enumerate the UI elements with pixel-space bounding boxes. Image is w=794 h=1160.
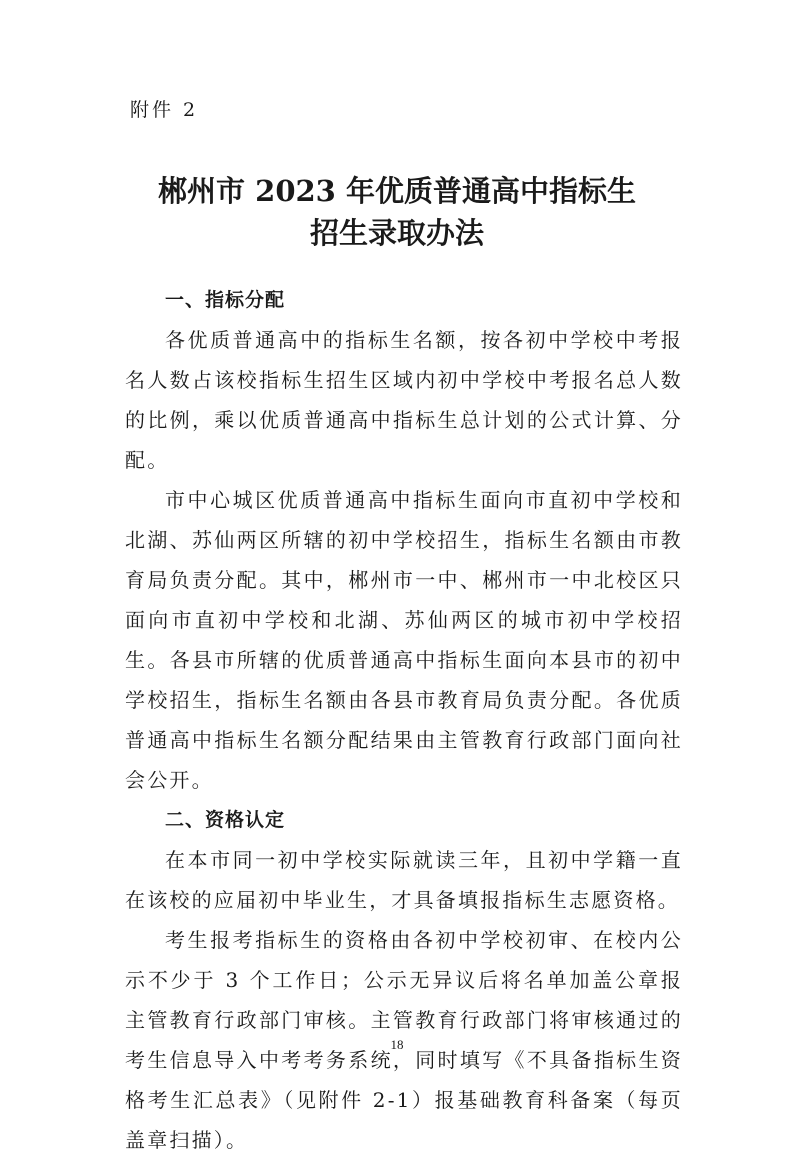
page-number: 18 [390,1037,404,1052]
paragraph: 在本市同一初中学校实际就读三年，且初中学籍一直在该校的应届初中毕业生，才具备填报指标生志愿资格。 [125,848,683,912]
paragraph: 各优质普通高中的指标生名额，按各初中学校中考报名人数占该校指标生招生区域内初中学校中考报名总人数的比例，乘以优质普通高中指标生总计划的公式计算、分配。 [125,328,683,472]
document-body [125,280,683,1160]
paragraph: 市中心城区优质普通高中指标生面向市直初中学校和北湖、苏仙两区所辖的初中学校招生，指标生名额由市教育局负责分配。其中，郴州市一中、郴州市一中北校区只面向市直初中学校和北湖、苏仙两区的城市初中学校招生。各县市所辖的优质普通高中指标生面向本县市的初中学校招生，指标生名额由各县市教育局负责分配。各优质普通高中指标生名额分配结果由主管教育行政部门面向社会公开。 [125,488,683,792]
paragraph: 考生报考指标生的资格由各初中学校初审、在校内公示不少于 3 个工作日；公示无异议后将名单加盖公章报主管教育行政部门审核。主管教育行政部门将审核通过的考生信息导入中考考务系统，同时填写《不具备指标生资格考生汇总表》（见附件 2-1）报基础教育科备案（每页盖章扫描）。 [125,928,683,1152]
document-title-line-1: 郴州市 2023 年优质普通高中指标生 [158,174,636,208]
document-title-line-2: 招生录取办法 [309,216,484,250]
section-heading: 二、资格认定 [165,809,286,831]
attachment-label: 附件 2 [130,99,199,121]
section-heading: 一、指标分配 [165,289,286,311]
section-quota-allocation [125,280,683,800]
section-qualification [125,800,683,1160]
